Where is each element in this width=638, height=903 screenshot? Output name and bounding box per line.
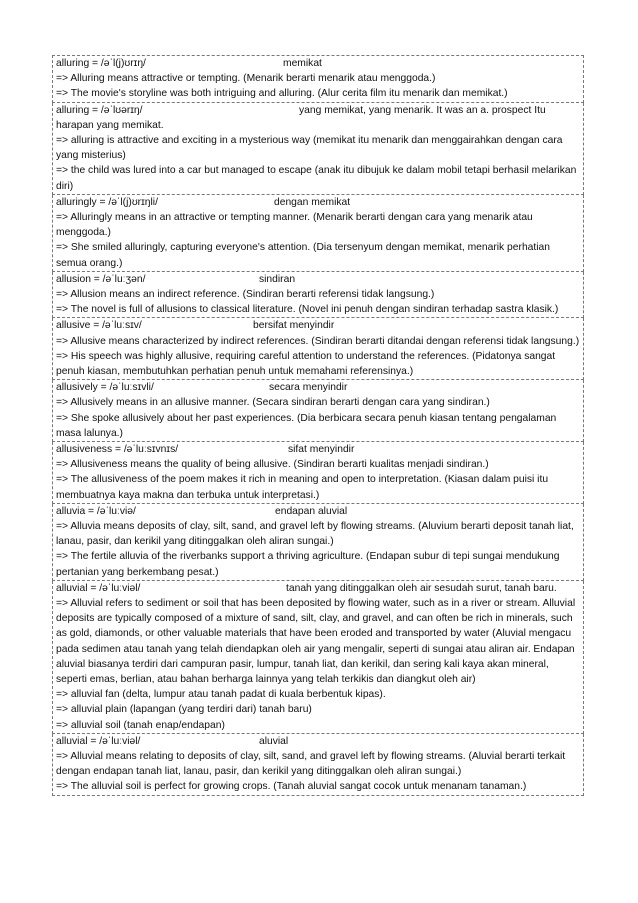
example-line: => The movie's storyline was both intriguing and alluring. (Alur cerita film itu menarik dan memikat.) — [56, 88, 508, 100]
short-meaning: bersifat menyindir — [253, 320, 335, 332]
example-line: => The alluvial soil is perfect for growing crops. (Tanah aluvial sangat cocok untuk menanam tanaman.) — [56, 781, 527, 793]
short-meaning: tanah yang ditinggalkan oleh air sesudah surut, tanah baru. — [286, 582, 557, 594]
definition-line: => Alluring means attractive or tempting. (Menarik berarti menarik atau menggoda.) — [56, 73, 436, 85]
headword: alluvial = /əˈluːviəl/ — [56, 735, 141, 747]
headword: allusion = /əˈluːʒən/ — [56, 273, 146, 285]
headword: allusive = /əˈluːsɪv/ — [56, 320, 142, 332]
definition-line: => Allusion means an indirect reference. (Sindiran berarti referensi tidak langsung.) — [56, 289, 435, 300]
short-meaning: memikat — [283, 58, 322, 69]
dictionary-entry — [52, 318, 584, 380]
short-meaning: dengan memikat — [274, 196, 351, 208]
short-meaning: endapan aluvial — [275, 505, 348, 517]
short-meaning: yang memikat, yang menarik. It was an a. prospect Itu harapan yang memikat. — [56, 104, 546, 131]
short-meaning: sifat menyindir — [288, 444, 355, 455]
headword: alluvial = /əˈluːviəl/ — [56, 582, 141, 594]
dictionary-entry — [52, 442, 584, 504]
headword: alluring = /əˈlʊərɪŋ/ — [56, 104, 143, 116]
short-meaning: secara menyindir — [269, 382, 348, 394]
example-line: => The fertile alluvia of the riverbanks support a thriving agriculture. (Endapan subur di tepi sungai mendukung pertanian yang berkembang pesat.) — [56, 551, 560, 578]
example-line: => alluvial soil (tanah enap/endapan) — [56, 719, 225, 731]
dictionary-entry — [52, 380, 584, 442]
example-line: => alluvial fan (delta, lumpur atau tanah padat di kuala berbentuk kipas). — [56, 689, 386, 701]
dictionary-entry — [52, 103, 584, 195]
dictionary-entry — [52, 195, 584, 272]
definition-line: => Alluvial refers to sediment or soil that has been deposited by flowing water, such as in a river or stream. Alluvial deposits are typically composed of a mixture of sand, silt, clay, and gravel, and can often be rich in minerals, such as gold, diamonds, or other valuable materials that have been eroded and transported by water (Aluvial mengacu pada sedimen atau tanah yang telah diendapkan oleh air yang mengalir, seperti di sungai atau aliran air. Endapan aluvial biasanya terdiri dari campuran pasir, lumpur, tanah liat, dan kerikil, dan sering kali kaya akan mineral, seperti emas, berlian, atau bahan berharga lainnya yang telah terkikis dan diangkut oleh air) — [56, 597, 576, 685]
definition-line: => Alluvial means relating to deposits of clay, silt, sand, and gravel left by flowing streams. (Aluvial berarti terkait dengan endapan tanah liat, lanau, pasir, dan kerikil yang ditinggalkan oleh aliran sungai.) — [56, 751, 566, 778]
example-line: => The allusiveness of the poem makes it rich in meaning and open to interpretation. (Kiasan dalam puisi itu membuatnya kaya makna dan terbuka untuk interpretasi.) — [56, 474, 549, 501]
short-meaning: aluvial — [259, 735, 289, 747]
dictionary-entry — [52, 581, 584, 734]
headword: allusively = /əˈluːsɪvli/ — [56, 382, 154, 394]
definition-line: => Allusiveness means the quality of being allusive. (Sindiran berarti kualitas menjadi sindiran.) — [56, 459, 489, 471]
example-line: => The novel is full of allusions to classical literature. (Novel ini penuh dengan sindiran terhadap sastra klasik.) — [56, 304, 559, 316]
headword: allusiveness = /əˈluːsɪvnɪs/ — [56, 444, 179, 455]
example-line: => alluvial plain (lapangan (yang terdiri dari) tanah baru) — [56, 704, 312, 716]
example-line: => She spoke allusively about her past experiences. (Dia berbicara secara penuh kiasan tentang pengalaman masa lalunya.) — [56, 412, 557, 439]
dictionary-entry — [52, 734, 584, 796]
example-line: => the child was lured into a car but managed to escape (anak itu dibujuk ke dalam mobil tetapi berhasil melarikan diri) — [56, 165, 577, 192]
short-meaning: sindiran — [259, 273, 296, 285]
dictionary-entry — [52, 504, 584, 581]
definition-line: => Alluvia means deposits of clay, silt, sand, and gravel left by flowing streams. (Aluvium berarti deposit tanah liat, lanau, pasir, dan kerikil yang ditinggalkan oleh aliran sungai.) — [56, 520, 574, 548]
definition-line: => Alluringly means in an attractive or tempting manner. (Menarik berarti dengan cara yang menarik atau menggoda.) — [56, 212, 533, 239]
definition-line: => Allusive means characterized by indirect references. (Sindiran berarti ditandai dengan referensi tidak langsung.) — [56, 335, 580, 347]
dictionary-entry — [52, 272, 584, 319]
dictionary-entry-list — [52, 55, 584, 796]
dictionary-entry — [52, 55, 584, 103]
example-line: => His speech was highly allusive, requiring careful attention to understand the references. (Pidatonya sangat penuh kiasan, membutuhkan perhatian penuh untuk memahami referensinya.) — [56, 350, 556, 377]
definition-line: => Allusively means in an allusive manner. (Secara sindiran berarti dengan cara yang sindiran.) — [56, 397, 490, 409]
definition-line: => alluring is attractive and exciting in a mysterious way (memikat itu menarik dan menggairahkan dengan cara yang misterius) — [56, 135, 563, 162]
example-line: => She smiled alluringly, capturing everyone's attention. (Dia tersenyum dengan memikat, menarik perhatian semua orang.) — [56, 242, 550, 269]
headword: alluvia = /əˈluːviə/ — [56, 505, 136, 517]
headword: alluringly = /əˈl(j)ʊrɪŋli/ — [56, 196, 158, 208]
headword: alluring = /əˈl(j)ʊrɪŋ/ — [56, 58, 146, 69]
